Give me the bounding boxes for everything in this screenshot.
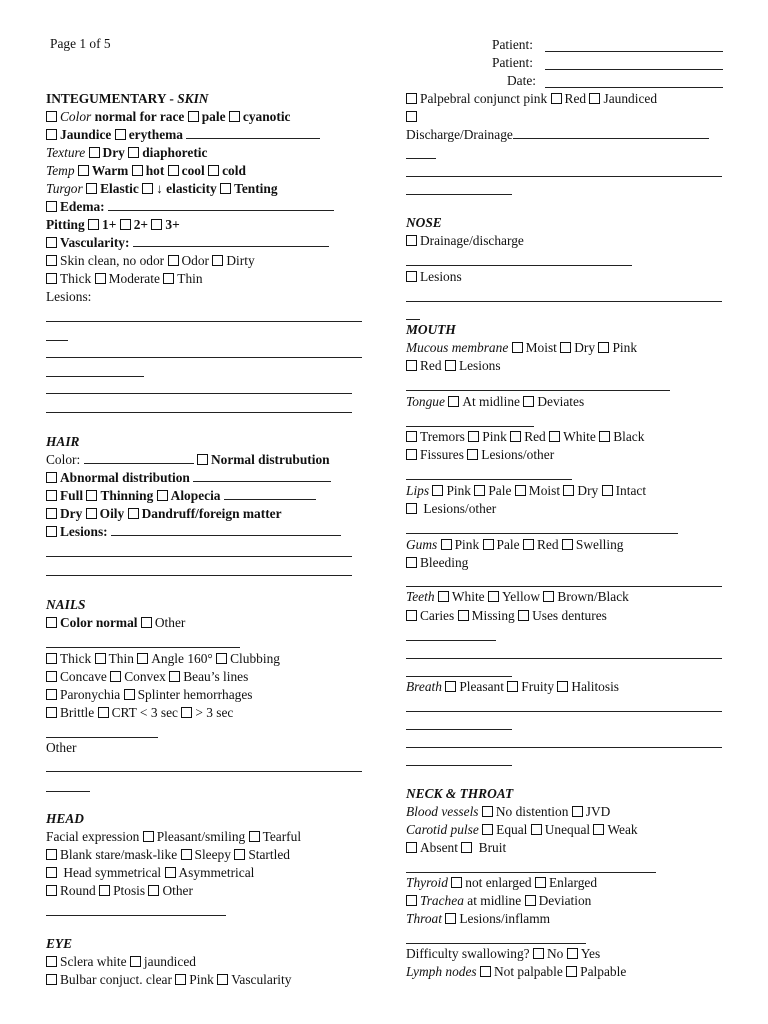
mouth-tremors-row: Tremors Pink Red White Black (406, 428, 644, 446)
checkbox[interactable] (560, 342, 571, 353)
checkbox[interactable] (46, 653, 57, 664)
checkbox[interactable] (89, 147, 100, 158)
eye-sclera-row: Sclera white jaundiced (46, 953, 196, 971)
checkbox[interactable] (115, 129, 126, 140)
patient-field-2[interactable] (545, 69, 723, 70)
breath-line[interactable] (406, 765, 512, 766)
checkbox[interactable] (562, 539, 573, 550)
checkbox[interactable] (88, 219, 99, 230)
checkbox[interactable] (110, 671, 121, 682)
checkbox[interactable] (86, 490, 97, 501)
checkbox[interactable] (46, 129, 57, 140)
section-title-eye: EYE (46, 936, 73, 951)
checkbox[interactable] (181, 707, 192, 718)
mouth-gums-row: Gums Pink Pale Red Swelling (406, 537, 624, 552)
skin-lesions-line[interactable] (46, 357, 362, 358)
eye-bulbar-row: Bulbar conjuct. clear Pink Vascularity (46, 971, 291, 989)
teeth-line[interactable] (406, 640, 496, 641)
hair-lesions-row: Lesions: (46, 523, 341, 541)
mouth-line[interactable] (406, 390, 670, 391)
checkbox[interactable] (468, 431, 479, 442)
checkbox[interactable] (572, 806, 583, 817)
checkbox[interactable] (46, 849, 57, 860)
checkbox[interactable] (99, 885, 110, 896)
skin-jaundice-row: Jaundice erythema (46, 126, 320, 144)
checkbox[interactable] (406, 431, 417, 442)
checkbox[interactable] (406, 449, 417, 460)
checkbox[interactable] (406, 610, 417, 621)
mouth-red-row: Red Lesions (406, 357, 501, 375)
skin-clean-row: Skin clean, no odor Odor Dirty (46, 252, 255, 270)
checkbox[interactable] (46, 885, 57, 896)
checkbox[interactable] (599, 431, 610, 442)
checkbox[interactable] (480, 966, 491, 977)
hair-full-row: Full Thinning Alopecia (46, 487, 316, 505)
eye-extra-checkbox-row (406, 108, 420, 126)
neck-thyroid-row: Thyroid not enlarged Enlarged (406, 875, 598, 890)
checkbox[interactable] (602, 485, 613, 496)
section-title-integumentary: INTEGUMENTARY - SKIN (46, 91, 209, 106)
discharge-field[interactable] (513, 127, 709, 139)
checkbox[interactable] (249, 831, 260, 842)
checkbox[interactable] (157, 490, 168, 501)
checkbox[interactable] (551, 93, 562, 104)
checkbox[interactable] (589, 93, 600, 104)
section-title-nails: NAILS (46, 597, 86, 612)
checkbox[interactable] (143, 831, 154, 842)
checkbox[interactable] (124, 689, 135, 700)
checkbox[interactable] (46, 201, 57, 212)
checkbox[interactable] (168, 165, 179, 176)
checkbox[interactable] (212, 255, 223, 266)
checkbox[interactable] (86, 183, 97, 194)
date-label: Date: (507, 73, 536, 88)
checkbox[interactable] (445, 913, 456, 924)
skin-color-row: Color normal for race pale cyanotic (46, 108, 291, 126)
fissures-line[interactable] (406, 479, 572, 480)
throat-line[interactable] (406, 943, 586, 944)
checkbox[interactable] (598, 342, 609, 353)
checkbox[interactable] (557, 681, 568, 692)
checkbox[interactable] (128, 147, 139, 158)
abnormal-distribution-field[interactable] (193, 470, 331, 482)
checkbox[interactable] (46, 508, 57, 519)
eye-discharge-row: Discharge/Drainage (406, 126, 709, 144)
section-title-head: HEAD (46, 811, 84, 826)
nose-lesions-row: Lesions (406, 268, 462, 286)
checkbox[interactable] (234, 849, 245, 860)
checkbox[interactable] (46, 255, 57, 266)
date-field[interactable] (545, 87, 723, 88)
checkbox[interactable] (543, 591, 554, 602)
hair-lesions-line[interactable] (46, 575, 352, 576)
checkbox[interactable] (86, 508, 97, 519)
skin-lesions-line[interactable] (46, 393, 352, 394)
checkbox[interactable] (197, 454, 208, 465)
patient-label-1: Patient: (492, 37, 533, 52)
checkbox[interactable] (535, 877, 546, 888)
skin-edema-row: Edema: (46, 198, 334, 216)
checkbox[interactable] (518, 610, 529, 621)
checkbox[interactable] (46, 974, 57, 985)
skin-lesions-line[interactable] (46, 412, 352, 413)
nails-concave-row: Concave Convex Beau’s lines (46, 668, 248, 686)
eye-palpebral-row: Palpebral conjunct pink Red Jaundiced (406, 90, 657, 108)
head-symmetry-row: Head symmetrical Asymmetrical (46, 864, 254, 882)
discharge-line[interactable] (406, 194, 512, 195)
checkbox[interactable] (165, 867, 176, 878)
teeth-line[interactable] (406, 658, 722, 659)
breath-line[interactable] (406, 711, 722, 712)
checkbox[interactable] (445, 681, 456, 692)
hair-lesions-field[interactable] (111, 524, 341, 536)
checkbox[interactable] (432, 485, 443, 496)
mouth-caries-row: Caries Missing Uses dentures (406, 607, 607, 625)
checkbox[interactable] (175, 974, 186, 985)
nails-paronychia-row: Paronychia Splinter hemorrhages (46, 686, 253, 704)
checkbox[interactable] (474, 485, 485, 496)
checkbox[interactable] (406, 271, 417, 282)
checkbox[interactable] (406, 111, 417, 122)
checkbox[interactable] (523, 396, 534, 407)
checkbox[interactable] (229, 111, 240, 122)
checkbox[interactable] (188, 111, 199, 122)
checkbox[interactable] (406, 557, 417, 568)
head-round-row: Round Ptosis Other (46, 882, 193, 900)
checkbox[interactable] (593, 824, 604, 835)
nails-line[interactable] (46, 737, 158, 738)
checkbox[interactable] (95, 653, 106, 664)
section-title-neck-throat: NECK & THROAT (406, 786, 514, 801)
checkbox[interactable] (563, 485, 574, 496)
checkbox[interactable] (220, 183, 231, 194)
checkbox[interactable] (441, 539, 452, 550)
nails-other-label: Other (46, 740, 77, 755)
checkbox[interactable] (406, 93, 417, 104)
section-title-mouth: MOUTH (406, 322, 456, 337)
checkbox[interactable] (406, 895, 417, 906)
nose-drainage-row: Drainage/discharge (406, 232, 524, 250)
checkbox[interactable] (78, 165, 89, 176)
section-title-hair: HAIR (46, 434, 80, 449)
hair-color-row: Color: Normal distrubution (46, 452, 330, 467)
carotid-line[interactable] (406, 872, 656, 873)
nails-other2-line[interactable] (46, 771, 362, 772)
checkbox[interactable] (523, 539, 534, 550)
breath-line[interactable] (406, 747, 722, 748)
checkbox[interactable] (461, 842, 472, 853)
checkbox[interactable] (46, 472, 57, 483)
checkbox[interactable] (406, 503, 417, 514)
checkbox[interactable] (163, 273, 174, 284)
skin-vascularity-row: Vascularity: (46, 234, 329, 252)
checkbox[interactable] (120, 219, 131, 230)
checkbox[interactable] (507, 681, 518, 692)
head-other-line[interactable] (46, 915, 226, 916)
checkbox[interactable] (168, 255, 179, 266)
checkbox[interactable] (531, 824, 542, 835)
mouth-tongue-row: Tongue At midline Deviates (406, 394, 585, 409)
checkbox[interactable] (46, 617, 57, 628)
checkbox[interactable] (451, 877, 462, 888)
checkbox[interactable] (142, 183, 153, 194)
skin-lesions-line[interactable] (46, 321, 362, 322)
mouth-lips-lesions-row: Lesions/other (406, 500, 496, 518)
checkbox[interactable] (141, 617, 152, 628)
hair-abnormal-row: Abnormal distribution (46, 469, 331, 487)
checkbox[interactable] (515, 485, 526, 496)
checkbox[interactable] (151, 219, 162, 230)
head-expression-row: Facial expression Pleasant/smiling Tearful (46, 829, 302, 844)
checkbox[interactable] (482, 806, 493, 817)
checkbox[interactable] (128, 508, 139, 519)
nails-other2-line[interactable] (46, 791, 90, 792)
neck-trachea-row: Trachea at midline Deviation (406, 892, 591, 910)
mouth-teeth-row: Teeth White Yellow Brown/Black (406, 589, 629, 604)
checkbox[interactable] (46, 867, 57, 878)
hair-color-field[interactable] (84, 452, 194, 464)
checkbox[interactable] (217, 974, 228, 985)
checkbox[interactable] (98, 707, 109, 718)
gums-line[interactable] (406, 586, 722, 587)
checkbox[interactable] (130, 956, 141, 967)
checkbox[interactable] (566, 966, 577, 977)
checkbox[interactable] (181, 849, 192, 860)
skin-lesions-line[interactable] (46, 376, 144, 377)
skin-lesions-line[interactable] (46, 340, 68, 341)
checkbox[interactable] (46, 237, 57, 248)
checkbox[interactable] (46, 273, 57, 284)
checkbox[interactable] (482, 824, 493, 835)
checkbox[interactable] (458, 610, 469, 621)
checkbox[interactable] (46, 671, 57, 682)
mouth-fissures-row: Fissures Lesions/other (406, 446, 554, 464)
checkbox[interactable] (549, 431, 560, 442)
neck-lymph-row: Lymph nodes Not palpable Palpable (406, 964, 627, 979)
nails-other-line[interactable] (46, 647, 240, 648)
skin-pitting-row: Pitting 1+ 2+ 3+ (46, 217, 180, 232)
edema-field[interactable] (108, 199, 334, 211)
skin-turgor-row: Turgor Elastic ↓ elasticity Tenting (46, 181, 278, 196)
checkbox[interactable] (510, 431, 521, 442)
alopecia-field[interactable] (224, 488, 316, 500)
neck-absent-row: Absent Bruit (406, 839, 506, 857)
skin-thickness-row: Thick Moderate Thin (46, 270, 203, 288)
checkbox[interactable] (525, 895, 536, 906)
checkbox[interactable] (208, 165, 219, 176)
checkbox[interactable] (406, 235, 417, 246)
checkbox[interactable] (148, 885, 159, 896)
breath-line[interactable] (406, 729, 512, 730)
neck-carotid-row: Carotid pulse Equal Unequal Weak (406, 822, 638, 837)
nails-shape-row: Thick Thin Angle 160° Clubbing (46, 650, 280, 668)
checkbox[interactable] (448, 396, 459, 407)
discharge-line[interactable] (406, 158, 436, 159)
lips-line[interactable] (406, 533, 678, 534)
checkbox[interactable] (46, 526, 57, 537)
checkbox[interactable] (406, 360, 417, 371)
checkbox[interactable] (132, 165, 143, 176)
head-blank-row: Blank stare/mask-like Sleepy Startled (46, 846, 290, 864)
neck-throat-row: Throat Lesions/inflamm (406, 911, 551, 926)
checkbox[interactable] (488, 591, 499, 602)
discharge-line[interactable] (406, 176, 722, 177)
mouth-lips-row: Lips Pink Pale Moist Dry Intact (406, 483, 647, 498)
nails-color-row: Color normal Other (46, 614, 185, 632)
skin-lesions-label: Lesions: (46, 289, 92, 304)
checkbox[interactable] (512, 342, 523, 353)
checkbox[interactable] (445, 360, 456, 371)
nails-brittle-row: Brittle CRT < 3 sec > 3 sec (46, 704, 233, 722)
nose-lesions-line[interactable] (406, 301, 722, 302)
tongue-line[interactable] (406, 426, 534, 427)
section-title-nose: NOSE (406, 215, 442, 230)
checkbox[interactable] (533, 948, 544, 959)
checkbox[interactable] (438, 591, 449, 602)
checkbox[interactable] (46, 111, 57, 122)
checkbox[interactable] (467, 449, 478, 460)
checkbox[interactable] (406, 842, 417, 853)
mouth-bleeding-row: Bleeding (406, 554, 468, 572)
nose-drainage-line[interactable] (406, 265, 632, 266)
checkbox[interactable] (46, 956, 57, 967)
skin-texture-row: Texture Dry diaphoretic (46, 145, 208, 160)
patient-label-2: Patient: (492, 55, 533, 70)
teeth-line[interactable] (406, 676, 512, 677)
checkbox[interactable] (137, 653, 148, 664)
hair-lesions-line[interactable] (46, 556, 352, 557)
checkbox[interactable] (46, 490, 57, 501)
checkbox[interactable] (216, 653, 227, 664)
neck-swallowing-row: Difficulty swallowing? No Yes (406, 946, 601, 961)
nose-lesions-line[interactable] (406, 319, 420, 320)
patient-field-1[interactable] (545, 51, 723, 52)
checkbox[interactable] (567, 948, 578, 959)
skin-temp-row: Temp Warm hot cool cold (46, 163, 246, 178)
page-number: Page 1 of 5 (50, 36, 111, 51)
neck-vessels-row: Blood vessels No distention JVD (406, 804, 611, 819)
erythema-field[interactable] (186, 127, 320, 139)
checkbox[interactable] (46, 707, 57, 718)
checkbox[interactable] (95, 273, 106, 284)
mouth-breath-row: Breath Pleasant Fruity Halitosis (406, 679, 620, 694)
mouth-mucous-row: Mucous membrane Moist Dry Pink (406, 340, 638, 355)
checkbox[interactable] (46, 689, 57, 700)
checkbox[interactable] (169, 671, 180, 682)
hair-dry-row: Dry Oily Dandruff/foreign matter (46, 505, 282, 523)
checkbox[interactable] (483, 539, 494, 550)
vascularity-field[interactable] (133, 235, 329, 247)
